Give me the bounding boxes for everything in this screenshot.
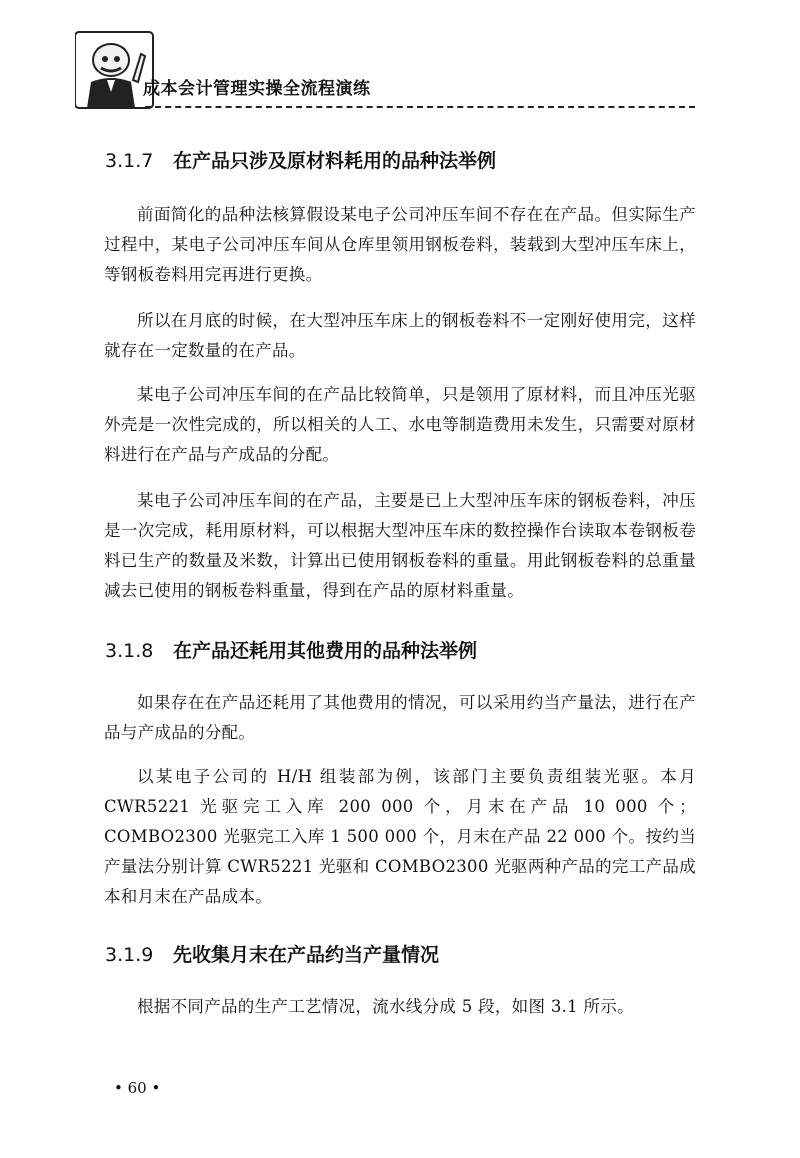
section-number: 3.1.9 xyxy=(105,944,154,966)
section-number: 3.1.7 xyxy=(105,150,154,172)
paragraph: 根据不同产品的生产工艺情况，流水线分成 5 段，如图 3.1 所示。 xyxy=(137,997,634,1016)
section-title: 在产品还耗用其他费用的品种法举例 xyxy=(173,640,478,662)
header-dashed-rule xyxy=(145,106,695,108)
paragraph: 某电子公司冲压车间的在产品比较简单，只是领用了原材料，而且冲压光驱外壳是一次性完成的，所以相关的人工、水电等制造费用未发生，只需要对原材料进行在产品与产成品的分配。 xyxy=(104,385,696,464)
paragraph: 某电子公司冲压车间的在产品，主要是已上大型冲压车床的钢板卷料，冲压是一次完成，耗用原材料，可以根据大型冲压车床的数控操作台读取本卷钢板卷料已生产的数量及米数，计算出已使用钢板卷料的重量。用此钢板卷料的总重量减去已使用的钢板卷料重量，得到在产品的原材料重量。 xyxy=(104,491,696,600)
section-title: 在产品只涉及原材料耗用的品种法举例 xyxy=(173,150,497,172)
section-title: 先收集月末在产品约当产量情况 xyxy=(173,944,440,966)
page-number: • 60 • xyxy=(114,1079,161,1097)
paragraph: 前面简化的品种法核算假设某电子公司冲压车间不存在在产品。但实际生产过程中，某电子公司冲压车间从仓库里领用钢板卷料，装载到大型冲压车床上，等钢板卷料用完再进行更换。 xyxy=(104,205,696,284)
section-heading-3-1-8 xyxy=(105,636,477,663)
paragraph: 如果存在在产品还耗用了其他费用的情况，可以采用约当产量法，进行在产品与产成品的分配。 xyxy=(104,693,696,742)
paragraph: 以某电子公司的 H/H 组装部为例，该部门主要负责组装光驱。本月 CWR5221 光驱完工入库 200 000 个，月末在产品 10 000 个；COMBO2300 光驱完工入库 1 500 000 个，月末在产品 22 000 个。按约当产量法分别计算 CWR5221 光驱和 COMBO2300 光驱两种产品的完工产品成本和月末在产品成本。 xyxy=(104,767,696,906)
page-header xyxy=(75,30,695,112)
paragraph: 所以在月底的时候，在大型冲压车床上的钢板卷料不一定刚好使用完，这样就存在一定数量的在产品。 xyxy=(104,311,696,360)
section-heading-3-1-7 xyxy=(105,146,496,173)
section-number: 3.1.8 xyxy=(105,640,154,662)
book-title: 成本会计管理实操全流程演练 xyxy=(143,79,371,99)
section-heading-3-1-9 xyxy=(105,940,439,967)
